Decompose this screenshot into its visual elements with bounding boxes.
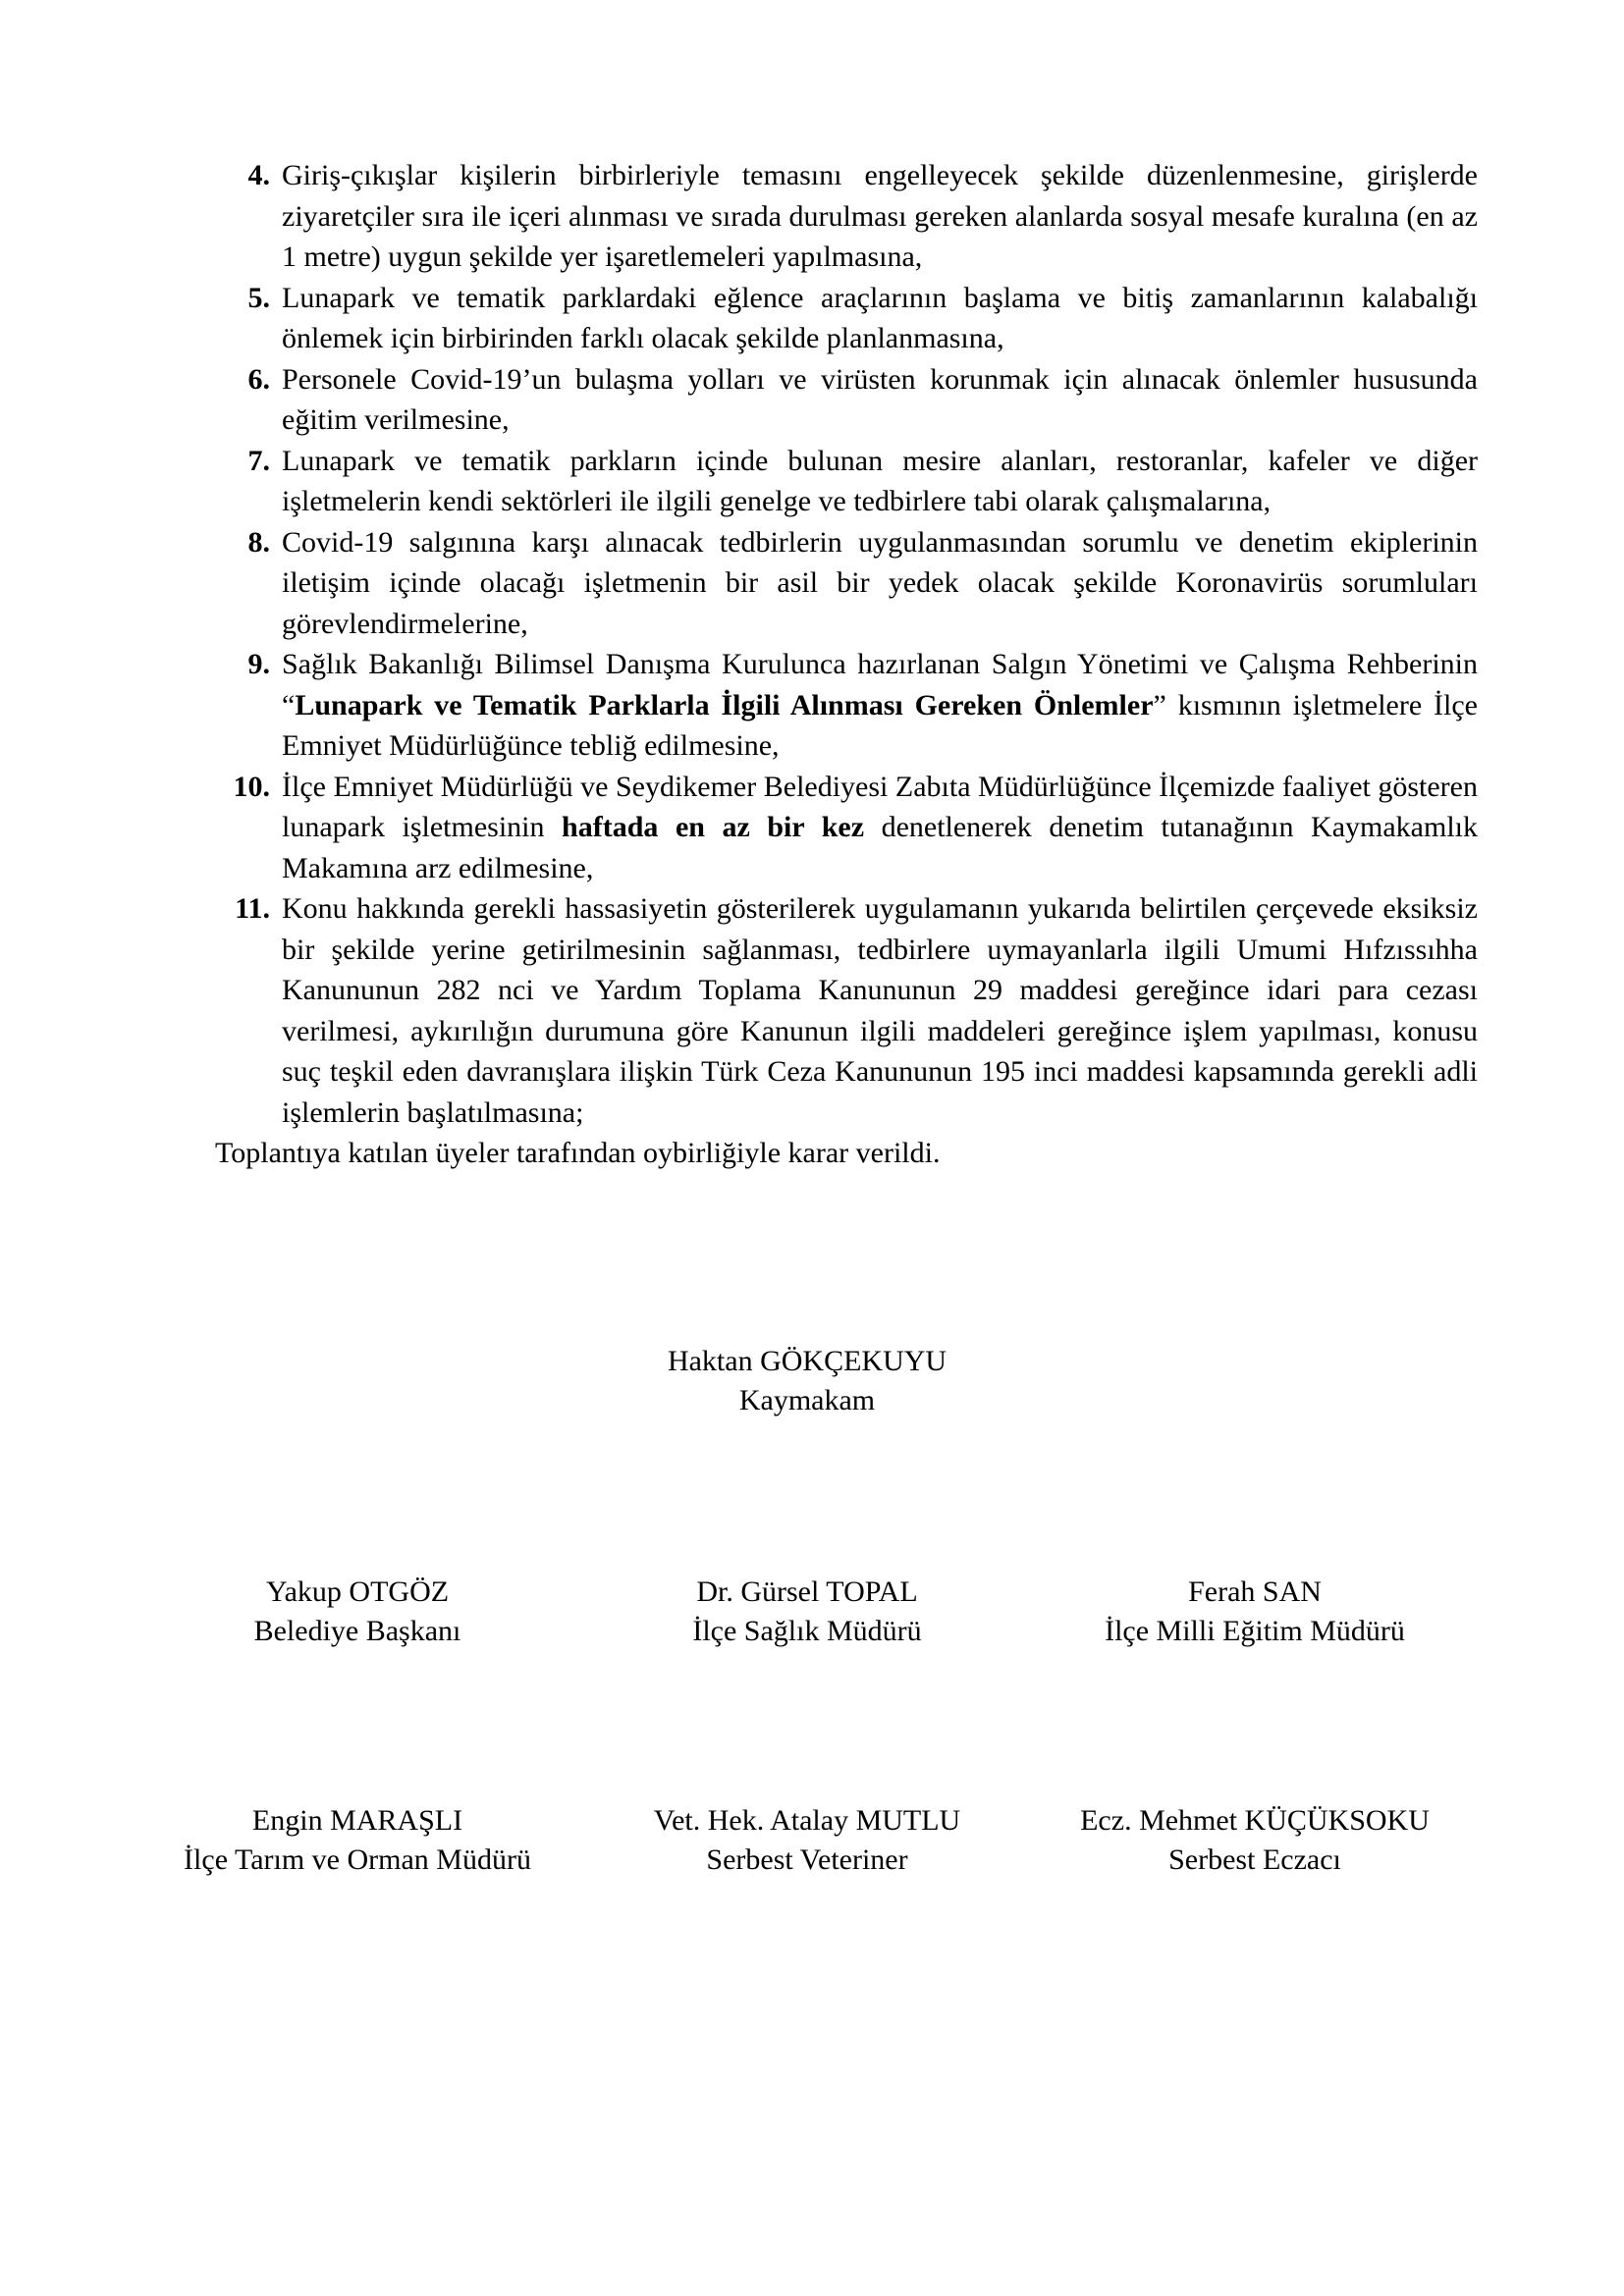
- signature-name: Vet. Hek. Atalay MUTLU: [653, 1804, 961, 1837]
- signature-row1-center: [591, 1573, 1023, 1651]
- item-text: denetlenerek denetim tutanağının Kaymakamlık Makamına arz edilmesine,: [282, 811, 1478, 884]
- item-text: ” kısmının işletmelere İlçe Emniyet Müdürlüğünce tebliğ edilmesine,: [282, 688, 1478, 762]
- decision-list: [215, 155, 1478, 1133]
- decision-item: [215, 359, 1478, 441]
- signature-chair: [591, 1342, 1023, 1420]
- item-number: 7.: [247, 444, 270, 477]
- signature-row1-left: [141, 1573, 573, 1651]
- item-text: Giriş-çıkışlar kişilerin birbirleriyle temasını engelleyecek şekilde düzenlenmesine, girişlerde ziyaretçiler sıra ile içeri alınması ve sırada durulması gereken alanlarda sosyal mesafe kuralına (en az 1 metre) uygun şekilde yer işaretlemeleri yapılmasına,: [282, 159, 1478, 273]
- signature-title: Belediye Başkanı: [253, 1615, 461, 1647]
- decision-body: [215, 155, 1478, 1174]
- decision-item: [215, 278, 1478, 359]
- decision-item: [215, 441, 1478, 522]
- signature-name: Ferah SAN: [1188, 1575, 1322, 1608]
- signature-title: Kaymakam: [738, 1384, 876, 1416]
- signature-name: Engin MARAŞLI: [251, 1804, 463, 1837]
- item-text: Lunapark ve tematik parkların içinde bulunan mesire alanları, restoranlar, kafeler ve diğer işletmelerin kendi sektörleri ile ilgili genelge ve tedbirlere tabi olarak çalışmalarına,: [282, 444, 1478, 517]
- signature-row1-right: [1039, 1573, 1471, 1651]
- item-number: 8.: [247, 525, 270, 559]
- decision-item: [215, 767, 1478, 889]
- signature-title: Serbest Eczacı: [1168, 1843, 1341, 1876]
- item-number: 4.: [247, 159, 270, 191]
- item-text: Lunapark ve tematik parklardaki eğlence araçlarının başlama ve bitiş zamanlarının kalabalığı önlemek için birbirinden farklı olacak şekilde planlanmasına,: [282, 281, 1478, 354]
- item-number: 5.: [247, 281, 270, 314]
- item-text-bold: Lunapark ve Tematik Parklarla İlgili Alınması Gereken Önlemler: [295, 688, 1154, 721]
- decision-item: [215, 155, 1478, 278]
- item-text: İlçe Emniyet Müdürlüğü ve Seydikemer Belediyesi Zabıta Müdürlüğünce İlçemizde faaliyet gösteren lunapark işletmesinin: [282, 770, 1478, 843]
- signature-title: İlçe Tarım ve Orman Müdürü: [184, 1843, 531, 1876]
- item-text-bold: haftada en az bir kez: [562, 811, 865, 843]
- decision-item: [215, 522, 1478, 645]
- signature-name: Ecz. Mehmet KÜÇÜKSOKU: [1080, 1804, 1430, 1837]
- item-text: Covid-19 salgınına karşı alınacak tedbirlerin uygulanmasından sorumlu ve denetim ekiplerinin iletişim içinde olacağı işletmenin bir asil bir yedek olacak şekilde Koronavirüs sorumluları görevlendirmelerine,: [282, 525, 1478, 640]
- signature-title: Serbest Veteriner: [706, 1843, 908, 1876]
- item-number: 11.: [235, 892, 270, 925]
- item-text: Sağlık Bakanlığı Bilimsel Danışma Kurulunca hazırlanan Salgın Yönetimi ve Çalışma Rehberinin “: [282, 648, 1478, 721]
- signature-row2-right: [1039, 1801, 1471, 1880]
- item-number: 6.: [247, 362, 270, 396]
- decision-item: [215, 888, 1478, 1133]
- closing-statement: Toplantıya katılan üyeler tarafından oybirliğiyle karar verildi.: [215, 1137, 941, 1169]
- signature-name: Dr. Gürsel TOPAL: [696, 1575, 918, 1608]
- signature-row2-center: [591, 1801, 1023, 1880]
- signature-title: İlçe Milli Eğitim Müdürü: [1105, 1615, 1405, 1647]
- signature-row2-left: [141, 1801, 573, 1880]
- item-number: 9.: [247, 648, 270, 680]
- signature-name: Yakup OTGÖZ: [265, 1575, 450, 1608]
- item-number: 10.: [233, 770, 270, 803]
- item-text: Konu hakkında gerekli hassasiyetin gösterilerek uygulamanın yukarıda belirtilen çerçevede eksiksiz bir şekilde yerine getirilmesinin sağlanması, tedbirlere uymayanlarla ilgili Umumi Hıfzıssıhha Kanununun 282 nci ve Yardım Toplama Kanununun 29 maddesi gereğince idari para cezası verilmesi, aykırılığın durumuna göre Kanunun ilgili maddeleri gereğince işlem yapılması, konusu suç teşkil eden davranışlara ilişkin Türk Ceza Kanununun 195 inci maddesi kapsamında gerekli adli işlemlerin başlatılmasına;: [282, 892, 1478, 1129]
- signature-title: İlçe Sağlık Müdürü: [692, 1615, 922, 1647]
- item-text: Personele Covid-19’un bulaşma yolları ve virüsten korunmak için alınacak önlemler hususunda eğitim verilmesine,: [282, 362, 1478, 436]
- decision-item: [215, 644, 1478, 767]
- signature-name: Haktan GÖKÇEKUYU: [667, 1345, 947, 1377]
